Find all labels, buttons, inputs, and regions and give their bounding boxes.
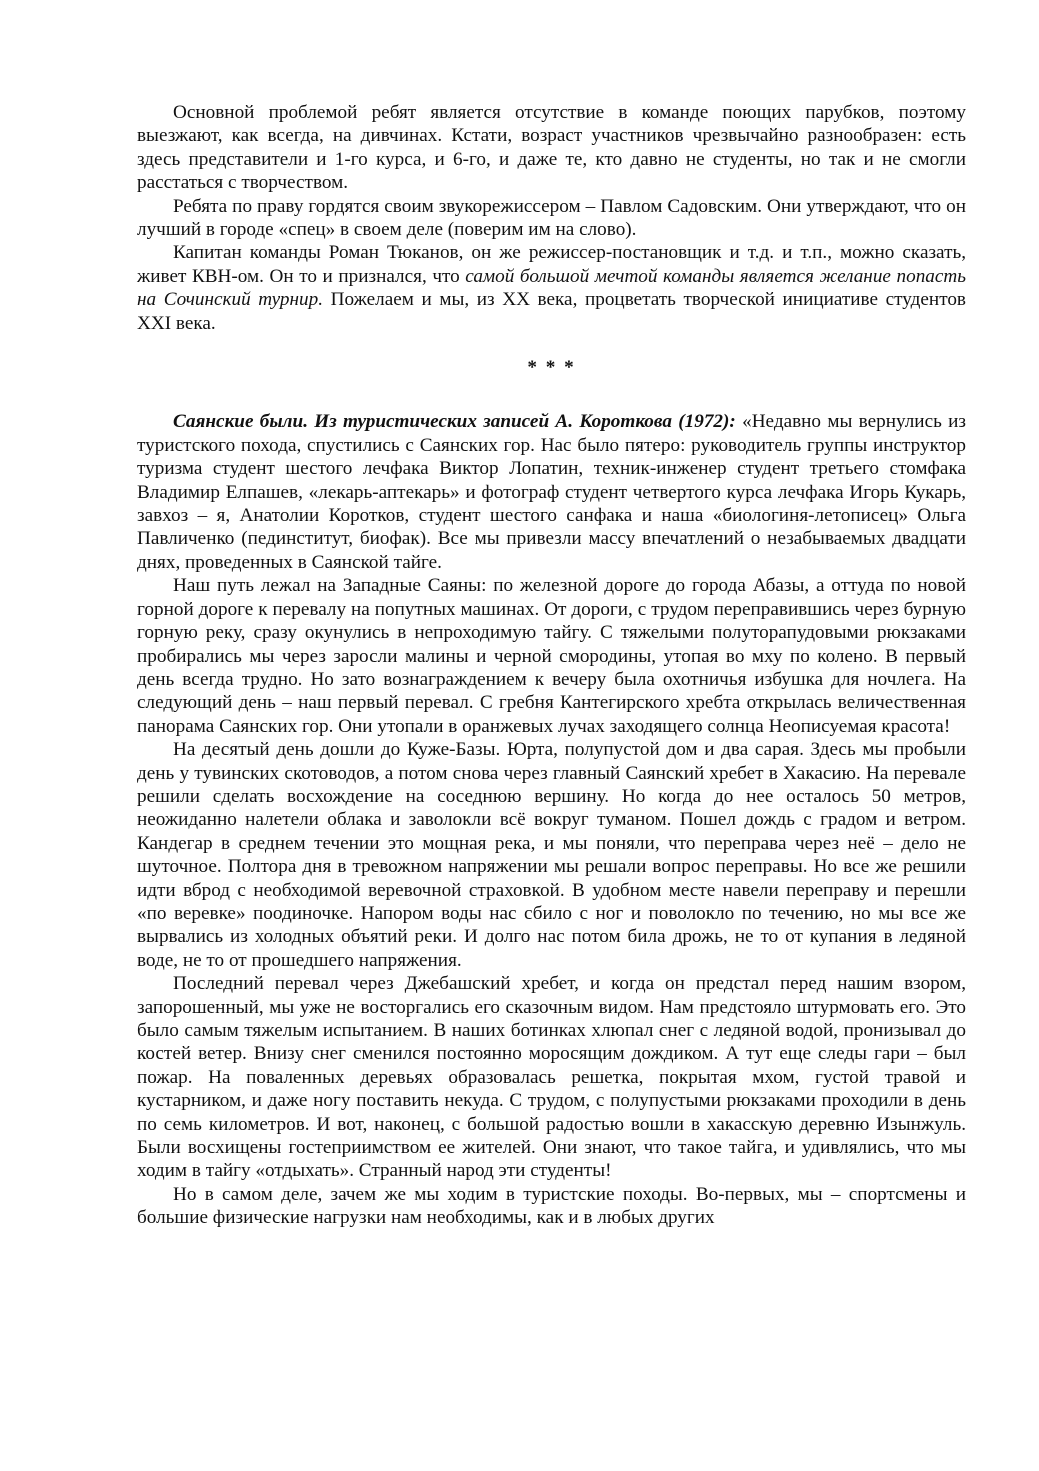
document-page	[137, 101, 966, 1230]
paragraph-captain-text-start: Капитан команды Роман Тюканов, он же режиссер-постановщик и т.д. и т.п., можно сказать, живет КВН-ом. Он то и признался, что	[137, 242, 966, 287]
paragraph-sound-engineer: Ребята по праву гордятся своим звукорежиссером – Павлом Садовским. Они утверждают, что он лучший в городе «спец» в своем деле (поверим им на слово).	[137, 195, 966, 241]
paragraph-sayan-intro	[137, 410, 966, 574]
section-separator: * * *	[527, 357, 576, 379]
paragraph-team-singers: Основной проблемой ребят является отсутствие в команде поющих парубков, поэтому выезжают, как всегда, на дивчинах. Кстати, возраст участников чрезвычайно разнообразен: есть здесь представители и 1-го курса, и 6-го, и даже те, кто давно не студенты, но так и не смогли расстаться с творчеством.	[137, 102, 966, 194]
paragraph-kuzhe-baza: На десятый день дошли до Куже-Базы. Юрта, полупустой дом и два сарая. Здесь мы пробыли день у тувинских скотоводов, а потом снова через главный Саянский хребет в Хакасию. На перевале решили сделать восхождение на соседнюю вершину. Но когда до нее осталось 50 метров, неожиданно налетели облака и заволокли всё вокруг туманом. Пошел дождь с градом и ветром. Кандегар в среднем течении это мощная река, и мы поняли, что переправа через неё – дело не шуточное. Полтора дня в тревожном напряжении мы решали вопрос переправы. Но все же решили идти вброд с необходимой веревочной страховкой. В удобном месте навели переправу и перешли «по веревке» поодиночке. Напором воды нас сбило с ног и поволокло по течению, но мы все же вырвались из холодных объятий реки. И долго нас потом била дрожь, не то от купания в ледяной воде, не то от прошедшего напряжения.	[137, 739, 966, 971]
paragraph-route: Наш путь лежал на Западные Саяны: по железной дороге до города Абазы, а оттуда по новой горной дороге к перевалу на попутных машинах. От дороги, с трудом переправившись через бурную горную реку, сразу окунулись в непроходимую тайгу. С тяжелыми полуторапудовыми рюкзаками пробирались мы через заросли малины и черной смородины, утопая во мху по колено. В первый день всегда трудно. Но зато вознаграждением к вечеру была охотничья избушка для ночлега. На следующий день – наш первый перевал. С гребня Кантегирского хребта открылась величественная панорама Саянских гор. Они утопали в оранжевых лучах заходящего солнца Неописуемая красота!	[137, 575, 966, 737]
paragraph-captain-text-end: Пожелаем и мы, из XX века, процветать творческой инициативе студентов XXI века.	[137, 289, 966, 334]
paragraph-captain-dream: самой большой мечтой команды является желание попасть на Сочинский турнир.	[137, 265, 966, 311]
paragraph-captain	[137, 241, 966, 335]
paragraph-last-pass: Последний перевал через Джебашский хребет, и когда он предстал перед нашим взором, запорошенный, мы уже не восторгались его сказочным видом. Нам предстояло штурмовать его. Это было самым тяжелым испытанием. В наших ботинках хлюпал снег с ледяной водой, пронизывал до костей ветер. Внизу снег сменился постоянно моросящим дождиком. А тут еще следы гари – был пожар. На поваленных деревьях образовалась решетка, покрытая мхом, густой травой и кустарником, и даже ногу поставить некуда. С трудом, с полупустыми рюкзаками проходили в день по семь километров. И вот, наконец, с большой радостью вошли в хакасскую деревню Изынжуль. Были восхищены гостеприимством ее жителей. Они знают, что такое тайга, и удивлялись, что мы ходим в тайгу «отдыхать». Странный народ эти студенты!	[137, 973, 966, 1182]
paragraph-sayan-intro-text: «Недавно мы вернулись из туристского похода, спустились с Саянских гор. Нас было пятеро: руководитель группы инструктор туризма студент шестого лечфака Виктор Лопатин, техник-инженер студент третьего стомфака Владимир Елпашев, «лекарь-аптекарь» и фотограф студент четвертого курса лечфака Игорь Кукарь, завхоз – я, Анатолии Коротков, студент шестого санфака и наша «биологиня-летописец» Ольга Павличенко (пединститут, биофак). Все мы привезли массу впечатлений о незабываемых двадцати днях, проведенных в Саянской тайге.	[137, 411, 966, 573]
section-heading-sayan: Саянские были. Из туристических записей А. Короткова (1972):	[173, 411, 736, 433]
paragraph-why-hiking: Но в самом деле, зачем же мы ходим в туристские походы. Во-первых, мы – спортсмены и большие физические нагрузки нам необходимы, как и в любых других	[137, 1183, 966, 1229]
